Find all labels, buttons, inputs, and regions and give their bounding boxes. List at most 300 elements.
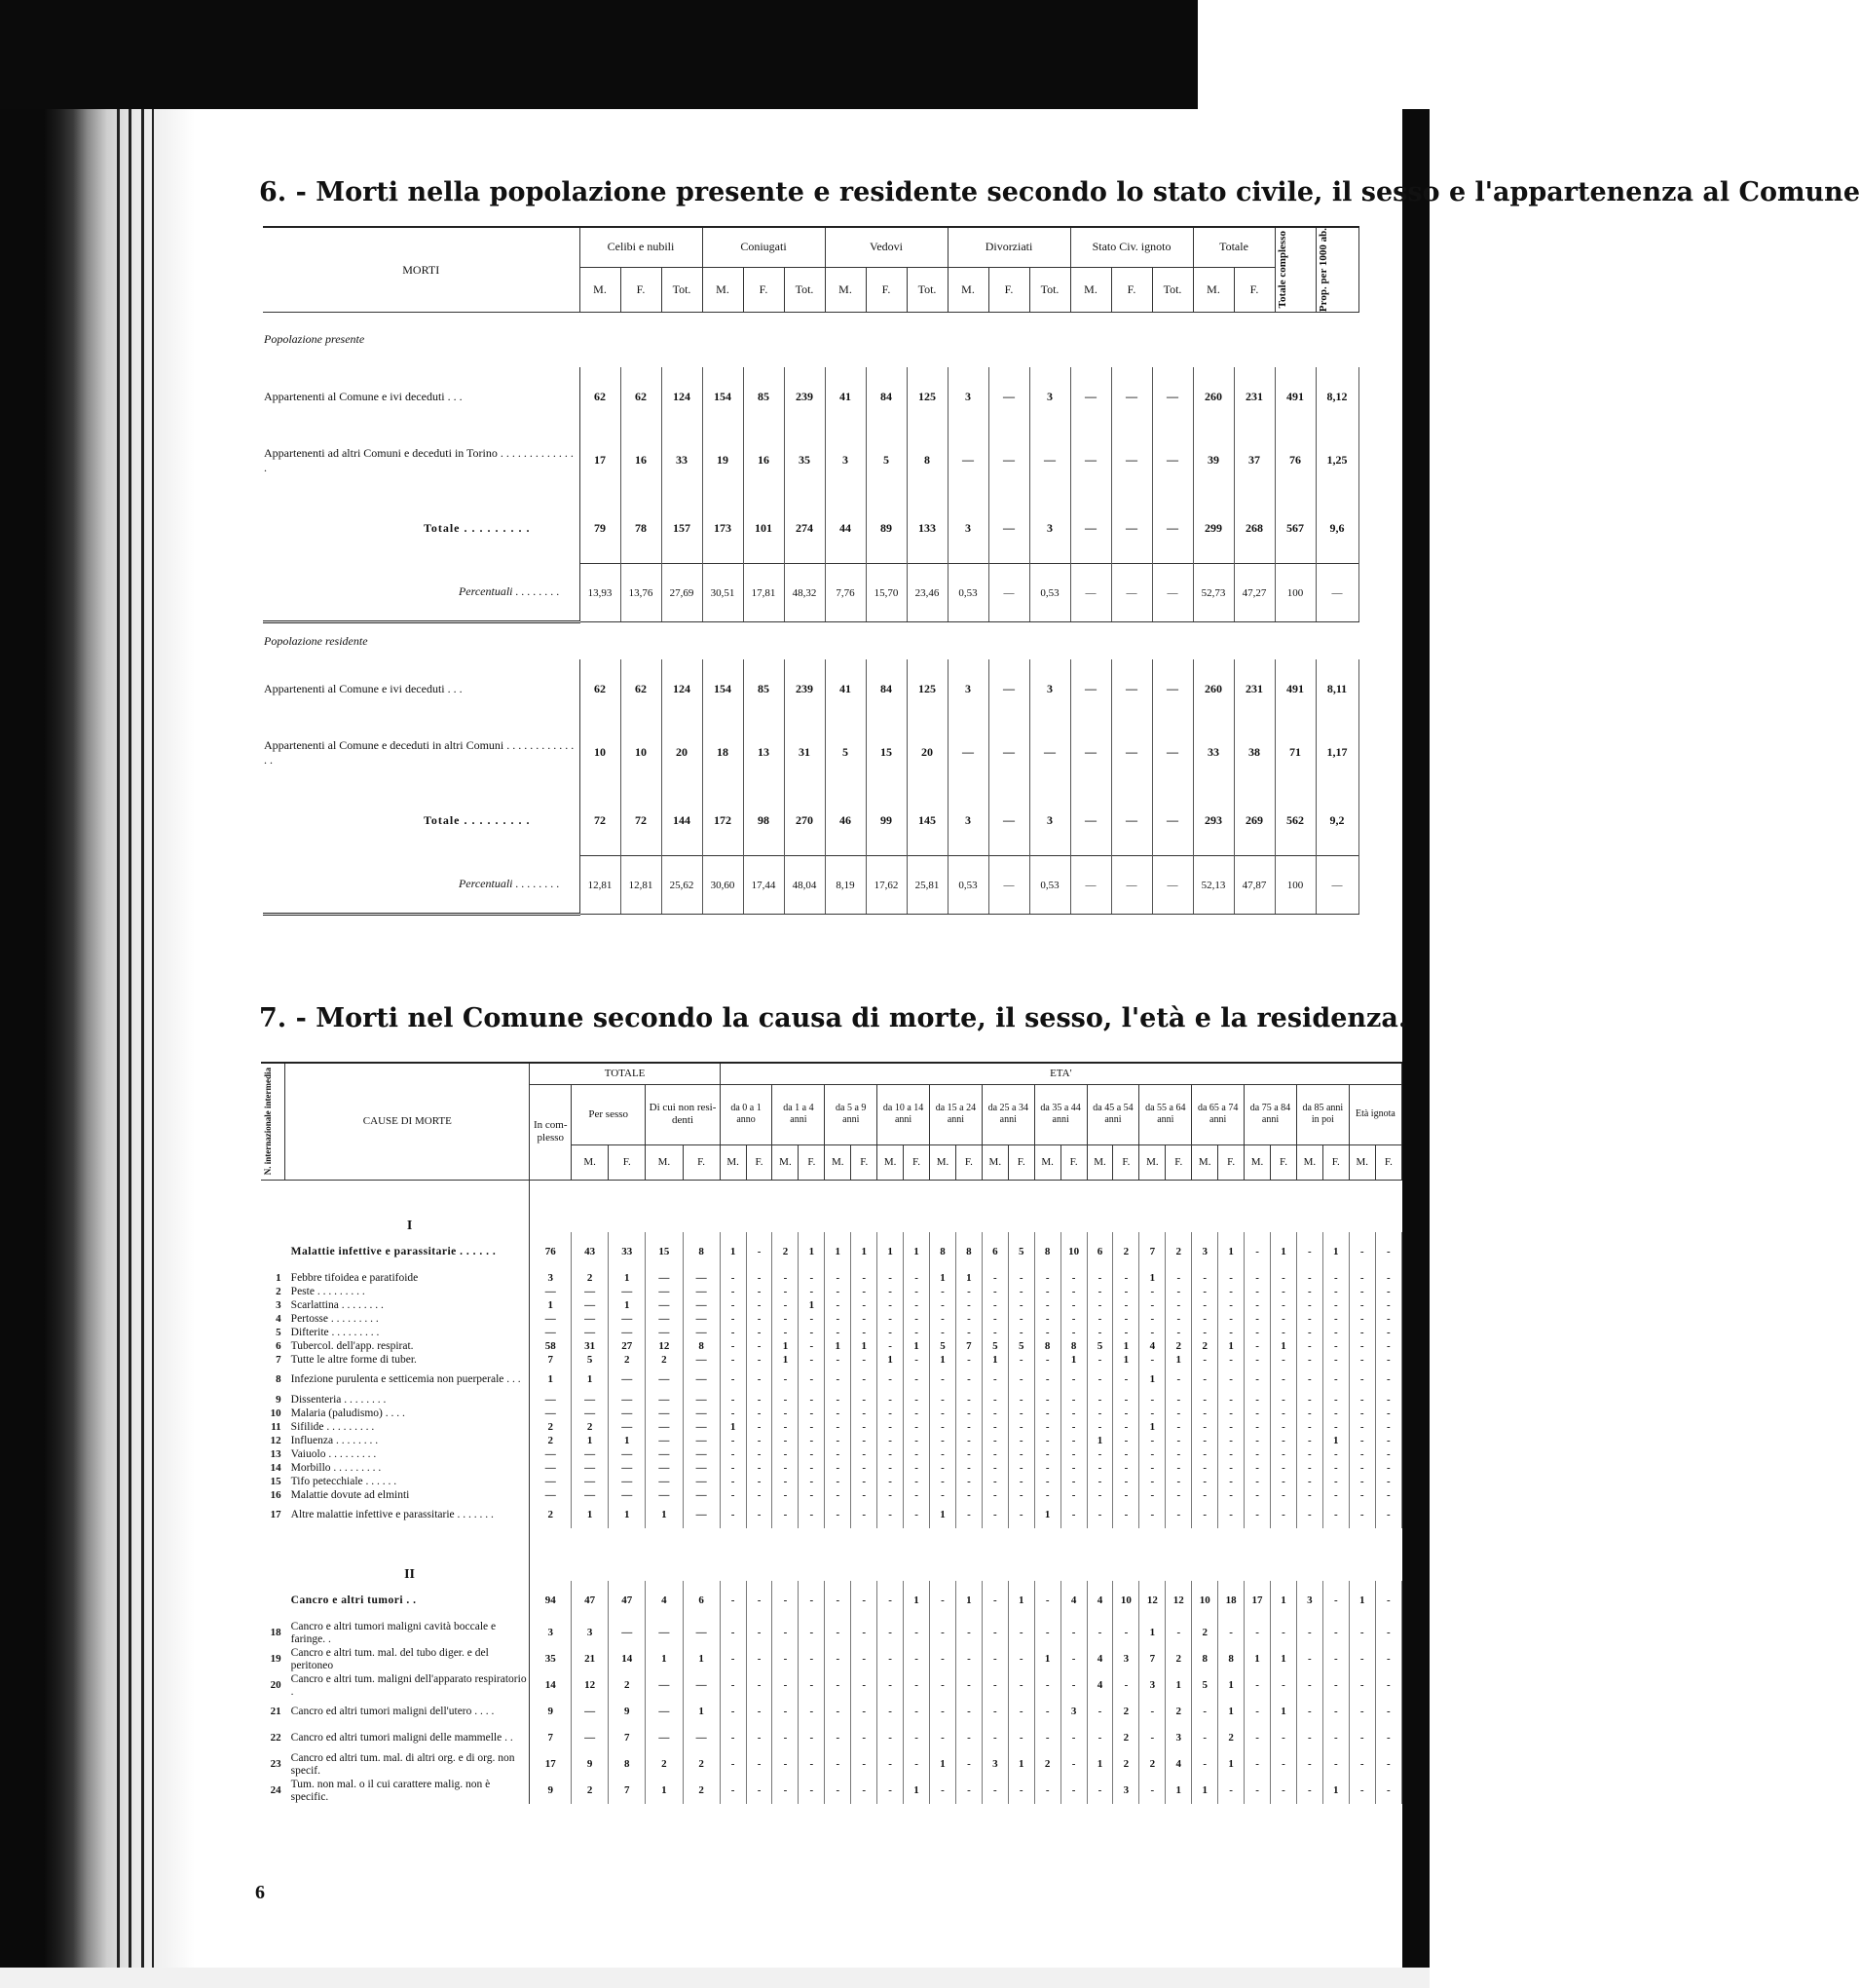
value-cell: - [1192, 1461, 1218, 1475]
value-cell: - [1087, 1725, 1113, 1751]
value-cell: - [1166, 1488, 1192, 1502]
mf-header: M. [1087, 1144, 1113, 1180]
cause-label: Dissenteria . . . . . . . . [285, 1393, 530, 1407]
value-cell: — [1152, 564, 1193, 622]
value-cell: — [646, 1488, 683, 1502]
value-cell: - [1271, 1502, 1297, 1528]
value-cell: - [1192, 1475, 1218, 1488]
value-cell: - [1349, 1298, 1375, 1312]
value-cell: - [1349, 1502, 1375, 1528]
value-cell: - [1349, 1725, 1375, 1751]
value-cell: - [1113, 1312, 1139, 1326]
age-group-header: da 85 anni in poi [1296, 1084, 1349, 1144]
cause-number [261, 1528, 285, 1581]
value-cell: 125 [907, 367, 948, 428]
value-cell: - [955, 1353, 982, 1367]
table-row [263, 564, 1402, 622]
value-cell: 4 [1166, 1751, 1192, 1778]
value-cell: - [1322, 1502, 1349, 1528]
value-cell: 62 [620, 367, 661, 428]
value-cell: 8 [683, 1232, 720, 1271]
value-cell: - [825, 1672, 851, 1699]
value-cell: - [1008, 1271, 1034, 1285]
value-cell: - [904, 1620, 930, 1646]
value-cell: 18 [702, 720, 743, 786]
value-cell: - [1375, 1393, 1401, 1407]
value-cell: 1 [877, 1232, 904, 1271]
value-cell: 231 [1234, 659, 1275, 720]
value-cell: - [825, 1620, 851, 1646]
value-cell: - [982, 1672, 1008, 1699]
value-cell: - [877, 1367, 904, 1393]
value-cell: 5 [1192, 1672, 1218, 1699]
mf-header: F. [1271, 1144, 1297, 1180]
value-cell: 0,53 [948, 856, 988, 915]
value-cell: 1 [1139, 1271, 1166, 1285]
value-cell: - [955, 1312, 982, 1326]
value-cell: - [1375, 1751, 1401, 1778]
sub-header: F. [1111, 267, 1152, 312]
mf-header: M. [772, 1144, 799, 1180]
value-cell: - [1087, 1502, 1113, 1528]
value-cell: 2 [772, 1232, 799, 1271]
sub-header: M. [579, 267, 620, 312]
value-cell: - [720, 1461, 746, 1475]
value-cell: — [609, 1447, 646, 1461]
value-cell: - [772, 1725, 799, 1751]
value-cell: - [904, 1502, 930, 1528]
value-cell: 76 [530, 1232, 572, 1271]
value-cell: - [955, 1420, 982, 1434]
value-cell: 124 [661, 367, 702, 428]
value-cell: - [1322, 1326, 1349, 1339]
value-cell: 3 [1296, 1581, 1322, 1620]
value-cell: 1 [1271, 1339, 1297, 1353]
value-cell: - [1008, 1434, 1034, 1447]
cause-number: 2 [276, 1285, 281, 1297]
value-cell: - [746, 1434, 772, 1447]
value-cell: - [1349, 1420, 1375, 1434]
value-cell: - [1113, 1488, 1139, 1502]
section-row [263, 622, 1402, 659]
value-cell: - [720, 1326, 746, 1339]
cause-number: 20 [270, 1679, 281, 1691]
value-cell: - [1375, 1778, 1401, 1804]
value-cell: - [1296, 1725, 1322, 1751]
value-cell: - [1008, 1620, 1034, 1646]
cause-number: 19 [270, 1653, 281, 1665]
group-header: Totale [1193, 227, 1275, 267]
value-cell: - [1271, 1751, 1297, 1778]
value-cell: - [1245, 1461, 1271, 1475]
value-cell: - [851, 1502, 877, 1528]
cause-number: 21 [270, 1706, 281, 1717]
value-cell: 14 [609, 1646, 646, 1672]
value-cell: - [1322, 1699, 1349, 1725]
value-cell: 5 [825, 720, 866, 786]
value-cell: - [930, 1326, 956, 1339]
age-group-header: da 5 a 9 anni [825, 1084, 877, 1144]
value-cell: - [825, 1488, 851, 1502]
value-cell: - [1166, 1367, 1192, 1393]
value-cell: - [1192, 1326, 1218, 1339]
value-cell: - [1008, 1298, 1034, 1312]
value-cell: - [1322, 1672, 1349, 1699]
value-cell: - [799, 1393, 825, 1407]
value-cell: - [851, 1326, 877, 1339]
value-cell: 79 [579, 494, 620, 564]
value-cell: — [646, 1298, 683, 1312]
value-cell: - [904, 1367, 930, 1393]
value-cell: - [877, 1447, 904, 1461]
value-cell: - [1296, 1367, 1322, 1393]
value-cell: 3 [1192, 1232, 1218, 1271]
value-cell: — [609, 1488, 646, 1502]
sub-header: M. [1193, 267, 1234, 312]
value-cell: — [572, 1326, 609, 1339]
value-cell: - [877, 1285, 904, 1298]
value-cell: — [988, 367, 1029, 428]
value-cell: 84 [866, 659, 907, 720]
table-row [263, 367, 1402, 428]
value-cell: 2 [1192, 1339, 1218, 1353]
group-header: Coniugati [702, 227, 825, 267]
group-header: Divorziati [948, 227, 1070, 267]
value-cell: - [904, 1725, 930, 1751]
value-cell: - [1322, 1475, 1349, 1488]
value-cell: - [1218, 1502, 1245, 1528]
value-cell: — [572, 1461, 609, 1475]
value-cell: - [1245, 1339, 1271, 1353]
value-cell: - [1034, 1581, 1060, 1620]
value-cell: 100 [1275, 564, 1316, 622]
value-cell: - [982, 1312, 1008, 1326]
value-cell: - [1087, 1447, 1113, 1461]
value-cell: 1 [1218, 1672, 1245, 1699]
value-cell: 5 [982, 1339, 1008, 1353]
value-cell: - [746, 1488, 772, 1502]
value-cell: — [646, 1393, 683, 1407]
value-cell: - [904, 1353, 930, 1367]
value-cell: - [746, 1312, 772, 1326]
value-cell: 1 [930, 1353, 956, 1367]
table-row [263, 856, 1402, 915]
value-cell: - [1271, 1620, 1297, 1646]
value-cell: - [799, 1367, 825, 1393]
sub-header: F. [988, 267, 1029, 312]
value-cell: — [646, 1620, 683, 1646]
page-edge-line [152, 109, 154, 1988]
value-cell: 145 [907, 786, 948, 856]
value-cell: 8 [1034, 1339, 1060, 1353]
value-cell: - [1113, 1620, 1139, 1646]
value-cell: - [1375, 1725, 1401, 1751]
value-cell: - [772, 1699, 799, 1725]
value-cell: 1 [955, 1581, 982, 1620]
value-cell: 9 [572, 1751, 609, 1778]
value-cell: - [772, 1298, 799, 1312]
value-cell: — [530, 1461, 572, 1475]
value-cell: - [1087, 1271, 1113, 1285]
mf-header: F. [609, 1144, 646, 1180]
total-header-label: Totale complesso [1276, 231, 1288, 309]
value-cell: 46 [825, 786, 866, 856]
value-cell: - [877, 1434, 904, 1447]
value-cell: - [955, 1646, 982, 1672]
value-cell: - [1034, 1434, 1060, 1447]
value-cell: - [1245, 1488, 1271, 1502]
table-row [261, 1180, 1402, 1232]
value-cell: - [904, 1312, 930, 1326]
value-cell: 2 [1218, 1725, 1245, 1751]
value-cell: - [851, 1620, 877, 1646]
value-cell: - [1296, 1271, 1322, 1285]
value-cell: - [851, 1298, 877, 1312]
value-cell: — [530, 1447, 572, 1461]
table6 [263, 226, 1402, 916]
age-group-header: da 75 a 84 anni [1245, 1084, 1297, 1144]
value-cell: 9 [609, 1699, 646, 1725]
value-cell: 1 [982, 1353, 1008, 1367]
value-cell: - [1245, 1367, 1271, 1393]
value-cell: - [982, 1271, 1008, 1285]
value-cell: - [982, 1447, 1008, 1461]
value-cell: - [930, 1367, 956, 1393]
value-cell: 1 [851, 1339, 877, 1353]
value-cell: 2 [530, 1420, 572, 1434]
value-cell: - [851, 1646, 877, 1672]
cause-label: I [285, 1180, 530, 1232]
value-cell: - [799, 1581, 825, 1620]
value-cell: 1 [530, 1367, 572, 1393]
value-cell: - [1296, 1699, 1322, 1725]
value-cell: 1 [646, 1778, 683, 1804]
value-cell: - [1060, 1434, 1087, 1447]
value-cell: - [1008, 1778, 1034, 1804]
value-cell: - [930, 1725, 956, 1751]
value-cell: 3 [948, 367, 988, 428]
cause-label: Sifilide . . . . . . . . . [285, 1420, 530, 1434]
value-cell: - [1322, 1407, 1349, 1420]
value-cell: 1 [930, 1271, 956, 1285]
value-cell: - [1322, 1312, 1349, 1326]
value-cell: - [1166, 1407, 1192, 1420]
value-cell: - [1218, 1447, 1245, 1461]
value-cell: 1 [1139, 1620, 1166, 1646]
sub-header: F. [620, 267, 661, 312]
value-cell: - [1296, 1232, 1322, 1271]
value-cell: — [572, 1475, 609, 1488]
value-cell: - [720, 1339, 746, 1353]
value-cell: - [1087, 1475, 1113, 1488]
value-cell: - [746, 1326, 772, 1339]
value-cell: - [955, 1672, 982, 1699]
value-cell: - [772, 1581, 799, 1620]
value-cell: - [1245, 1407, 1271, 1420]
value-cell: — [1316, 564, 1358, 622]
mf-header: M. [1245, 1144, 1271, 1180]
value-cell: 13 [743, 720, 784, 786]
value-cell: - [955, 1488, 982, 1502]
value-cell: 133 [907, 494, 948, 564]
value-cell: - [799, 1672, 825, 1699]
value-cell: 12 [1139, 1581, 1166, 1620]
value-cell: 72 [620, 786, 661, 856]
value-cell: - [1060, 1447, 1087, 1461]
value-cell: - [1245, 1353, 1271, 1367]
value-cell: - [1375, 1326, 1401, 1339]
value-cell: - [825, 1646, 851, 1672]
cause-number: 12 [270, 1434, 281, 1446]
value-cell: — [1070, 720, 1111, 786]
value-cell: - [1166, 1420, 1192, 1434]
value-cell: 41 [825, 367, 866, 428]
value-cell: — [948, 720, 988, 786]
value-cell: 30,60 [702, 856, 743, 915]
cause-label: Peste . . . . . . . . . [285, 1285, 530, 1298]
value-cell: 62 [579, 367, 620, 428]
value-cell: - [982, 1475, 1008, 1488]
value-cell: — [609, 1312, 646, 1326]
mf-header: M. [646, 1144, 683, 1180]
value-cell: 85 [743, 659, 784, 720]
value-cell: - [799, 1271, 825, 1285]
value-cell: - [1349, 1461, 1375, 1475]
value-cell: 268 [1234, 494, 1275, 564]
table-row [261, 1751, 1402, 1778]
value-cell: — [530, 1393, 572, 1407]
table-row [261, 1271, 1402, 1285]
value-cell: 1 [825, 1232, 851, 1271]
value-cell: - [825, 1581, 851, 1620]
value-cell: 7 [530, 1725, 572, 1751]
value-cell: - [982, 1581, 1008, 1620]
value-cell: - [877, 1312, 904, 1326]
value-cell: - [1245, 1778, 1271, 1804]
group-header: Vedovi [825, 227, 948, 267]
value-cell: 20 [661, 720, 702, 786]
cause-label: Tutte le altre forme di tuber. [285, 1353, 530, 1367]
value-cell: 2 [1166, 1232, 1192, 1271]
value-cell: - [1349, 1339, 1375, 1353]
value-cell: 567 [1275, 494, 1316, 564]
value-cell: - [904, 1326, 930, 1339]
value-cell: — [530, 1312, 572, 1326]
value-cell: — [1070, 494, 1111, 564]
value-cell: - [746, 1751, 772, 1778]
table-row [261, 1407, 1402, 1420]
mf-header: M. [1296, 1144, 1322, 1180]
value-cell: - [825, 1751, 851, 1778]
value-cell: - [930, 1393, 956, 1407]
value-cell: - [1034, 1353, 1060, 1367]
value-cell: - [1034, 1620, 1060, 1646]
value-cell: - [1349, 1620, 1375, 1646]
value-cell: - [1008, 1326, 1034, 1339]
age-group-header: da 65 a 74 anni [1192, 1084, 1245, 1144]
table-row [261, 1646, 1402, 1672]
value-cell: 27,69 [661, 564, 702, 622]
value-cell: 7 [609, 1778, 646, 1804]
table-row [261, 1312, 1402, 1326]
value-cell: - [799, 1434, 825, 1447]
value-cell: — [530, 1475, 572, 1488]
value-cell: - [1218, 1407, 1245, 1420]
value-cell: - [1349, 1475, 1375, 1488]
value-cell: 1 [930, 1751, 956, 1778]
cause-number: 11 [271, 1420, 281, 1433]
cause-number [261, 1180, 285, 1232]
value-cell: - [1034, 1778, 1060, 1804]
value-cell: — [1152, 856, 1193, 915]
value-cell: - [930, 1646, 956, 1672]
value-cell: - [982, 1646, 1008, 1672]
value-cell: - [877, 1488, 904, 1502]
value-cell: 52,73 [1193, 564, 1234, 622]
value-cell: - [904, 1488, 930, 1502]
value-cell: — [572, 1407, 609, 1420]
group-header: Celibi e nubili [579, 227, 702, 267]
value-cell: - [1034, 1393, 1060, 1407]
value-cell: 2 [530, 1502, 572, 1528]
value-cell: - [1139, 1326, 1166, 1339]
cause-label: Tum. non mal. o il cui carattere malig. non è specific. [285, 1778, 530, 1804]
cause-label: Cancro e altri tum. maligni dell'apparato respiratorio . [285, 1672, 530, 1699]
value-cell: 16 [620, 428, 661, 494]
value-cell: — [683, 1285, 720, 1298]
value-cell: 4 [646, 1581, 683, 1620]
value-cell: - [1296, 1393, 1322, 1407]
value-cell: - [799, 1751, 825, 1778]
mf-header: F. [746, 1144, 772, 1180]
value-cell: - [955, 1285, 982, 1298]
table7 [261, 1062, 1402, 1804]
value-cell: - [1245, 1502, 1271, 1528]
table-row [261, 1699, 1402, 1725]
value-cell: - [1296, 1646, 1322, 1672]
mf-header: F. [1060, 1144, 1087, 1180]
value-cell: - [1375, 1407, 1401, 1420]
value-cell: - [877, 1475, 904, 1488]
value-cell: - [851, 1420, 877, 1434]
value-cell: 1 [1322, 1434, 1349, 1447]
value-cell: 31 [572, 1339, 609, 1353]
value-cell: 3 [948, 786, 988, 856]
value-cell: 1 [1218, 1751, 1245, 1778]
value-cell: - [1192, 1298, 1218, 1312]
value-cell: - [877, 1461, 904, 1475]
cause-number: 8 [276, 1373, 281, 1385]
value-cell: - [720, 1434, 746, 1447]
value-cell: - [1296, 1620, 1322, 1646]
cause-number: 4 [276, 1312, 281, 1325]
value-cell: - [904, 1646, 930, 1672]
value-cell: - [1008, 1502, 1034, 1528]
value-cell: - [1375, 1367, 1401, 1393]
value-cell: - [799, 1502, 825, 1528]
value-cell: — [1111, 428, 1152, 494]
value-cell: - [1349, 1312, 1375, 1326]
value-cell: - [746, 1232, 772, 1271]
value-cell: - [1245, 1447, 1271, 1461]
value-cell: 4 [1087, 1581, 1113, 1620]
value-cell: - [1349, 1326, 1375, 1339]
mf-header: F. [904, 1144, 930, 1180]
value-cell: 10 [579, 720, 620, 786]
value-cell: - [1113, 1434, 1139, 1447]
value-cell: — [683, 1312, 720, 1326]
value-cell: - [1113, 1407, 1139, 1420]
